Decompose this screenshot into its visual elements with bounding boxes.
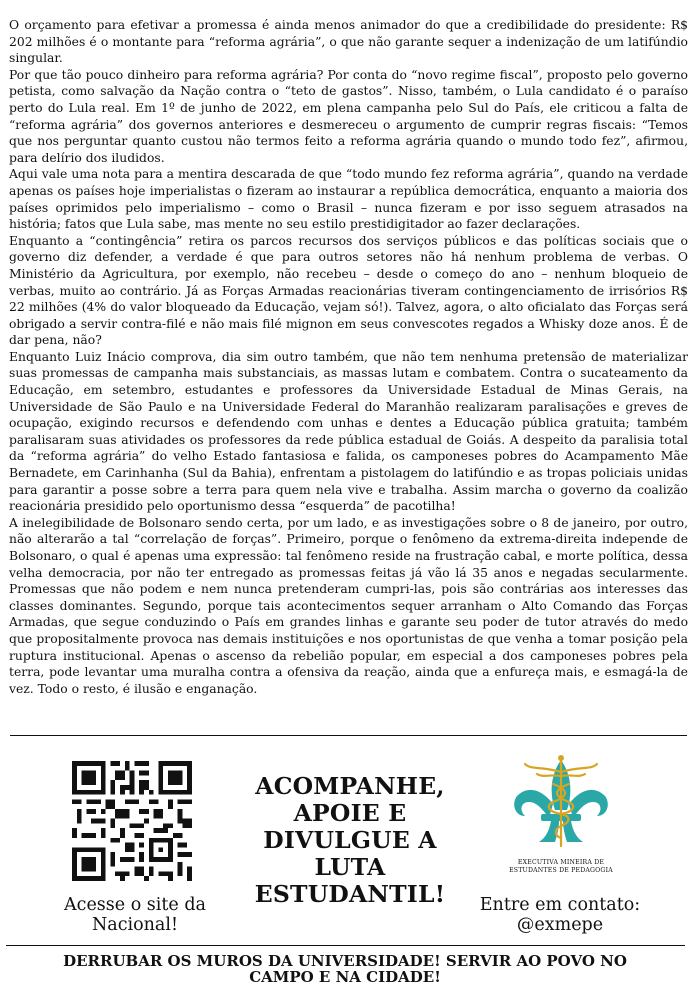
footer-divider-top [10,735,687,736]
article-paragraph: O orçamento para efetivar a promessa é ainda menos animador do que a credibilidade do presidente: R$ 202 milhões é o montante para “reforma agrária”, o que não garante sequer a indenização de um latifúndio singular. [9,18,688,66]
logo-caption [493,859,629,874]
fleur-de-lis-caduceus-logo-icon [505,752,617,852]
article-paragraph: Aqui vale uma nota para a mentira descarada de que “todo mundo fez reforma agrária”, quando na verdade apenas os países hoje imperialistas o fizeram ao instaurar a república democrática, enquanto a maioria dos países oprimidos pelo imperialismo – como o Brasil – nunca fizeram e por isso seguem atrasados na história; fatos que Lula sabe, mas mente no seu estilo prestidigitador ao fazer declarações. [9,167,688,232]
slogan-line: DERRUBAR OS MUROS DA UNIVERSIDADE! SERVIR AO POVO NO [63,952,627,970]
article-paragraph: Por que tão pouco dinheiro para reforma agrária? Por conta do “novo regime fiscal”, proposto pelo governo petista, como salvação da Nação contra o “teto de gastos”. Nisso, também, o Lula candidato é o paraíso perto do Lula real. Em 1º de junho de 2022, em plena campanha pelo Sul do País, ele criticou a falta de “reforma agrária” dos governos anteriores e desmereceu o argumento de cumprir regras fiscais: “Temos que nos perguntar quanto custou não termos feito a reforma agrária quando o mundo todo fez”, afirmou, para delírio dos iludidos. [9,67,688,165]
contact-label: Entre em contato: [479,895,641,915]
cta-line: LUTA [314,853,386,881]
slogan-line: CAMPO E NA CIDADE! [249,968,441,986]
qr-caption [40,895,230,935]
logo-caption-line: EXECUTIVA MINEIRA DE [517,859,605,866]
logo-caption-line: ESTUDANTES DE PEDAGOGIA [509,866,613,874]
article-paragraph: A inelegibilidade de Bolsonaro sendo certa, por um lado, e as investigações sobre o 8 de janeiro, por outro, não alterarão a tal “correlação de forças”. Primeiro, porque o fenômeno da extrema-direita independe de Bolsonaro, o qual é apenas uma expressão: tal fenômeno reside na frustração cabal, e morte política, dessa velha democracia, por não ter entregado as promessas feitas já vão lá 35 anos e negadas secularmente. Promessas que não podem e nem nunca pretenderam cumpri-las, pois são contrárias aos interesses das classes dominantes. Segundo, porque tais acontecimentos sequer arranham o Alto Comando das Forças Armadas, que segue conduzindo o País em grandes linhas e garante seu poder de tutor através do medo que propositalmente provoca nas demais instituições e nos oportunistas de que venha a tomar posição pela ruptura institucional. Apenas o ascenso da rebelião popular, em especial a dos camponeses pobres pela terra, pode levantar uma muralha contra a ofensiva da reação, ainda que a enfureça mais, e esmagá-la de vez. Todo o resto, é ilusão e enganação. [9,515,688,696]
call-to-action [240,773,460,908]
slogan [20,953,670,985]
article-paragraph: Enquanto a “contingência” retira os parcos recursos dos serviços públicos e das políticas sociais que o governo diz defender, a verdade é que para outros setores não há nenhum problema de verbas. O Ministério da Agricultura, por exemplo, não recebeu – desde o começo do ano – nenhum bloqueio de verbas, muito ao contrário. Já as Forças Armadas reacionárias tiveram contingenciamento de irrisórios R$ 22 milhões (4% do valor bloqueado da Educação, vejam só!). Talvez, agora, o alto oficialato das Forças será obrigado a servir contra-filé e não mais filé mignon em seus convescotes regados a Whisky doze anos. É de dar pena, não? [9,233,688,348]
contact-handle[interactable]: @exmepe [516,915,604,935]
qr-caption-line: Acesse o site da [64,895,206,915]
cta-line: DIVULGUE A [263,826,437,854]
contact-info [470,895,650,935]
cta-line: ESTUDANTIL! [254,880,446,908]
cta-line: ACOMPANHE, [255,772,445,800]
cta-line: APOIE E [293,799,407,827]
qr-caption-line: Nacional! [91,915,178,935]
article-paragraph: Enquanto Luiz Inácio comprova, dia sim outro também, que não tem nenhuma pretensão de materializar suas promessas de campanha mais substanciais, as massas lutam e combatem. Contra o sucateamento da Educação, em setembro, estudantes e professores da Universidade Estadual de Minas Gerais, na Universidade de São Paulo e na Universidade Federal do Maranhão realizaram paralisações e greves de ocupação, exigindo recursos e defendendo com unhas e dentes a Educação pública gratuita; também paralisaram suas atividades os professores da rede pública estadual de Goiás. A despeito da paralisia total da “reforma agrária” do velho Estado fantasiosa e falida, os camponeses pobres do Acampamento Mãe Bernadete, em Carinhanha (Sul da Bahia), enfrentam a pistolagem do latifúndio e as tropas policiais unidas para garantir a posse sobre a terra para quem nela vive e trabalha. Assim marcha o governo da coalizão reacionária presidido pelo oportunismo dessa “esquerda” de pacotilha! [9,349,688,514]
article-body [9,17,688,697]
footer-divider-bottom [6,945,685,946]
qr-code-icon[interactable] [72,761,192,881]
